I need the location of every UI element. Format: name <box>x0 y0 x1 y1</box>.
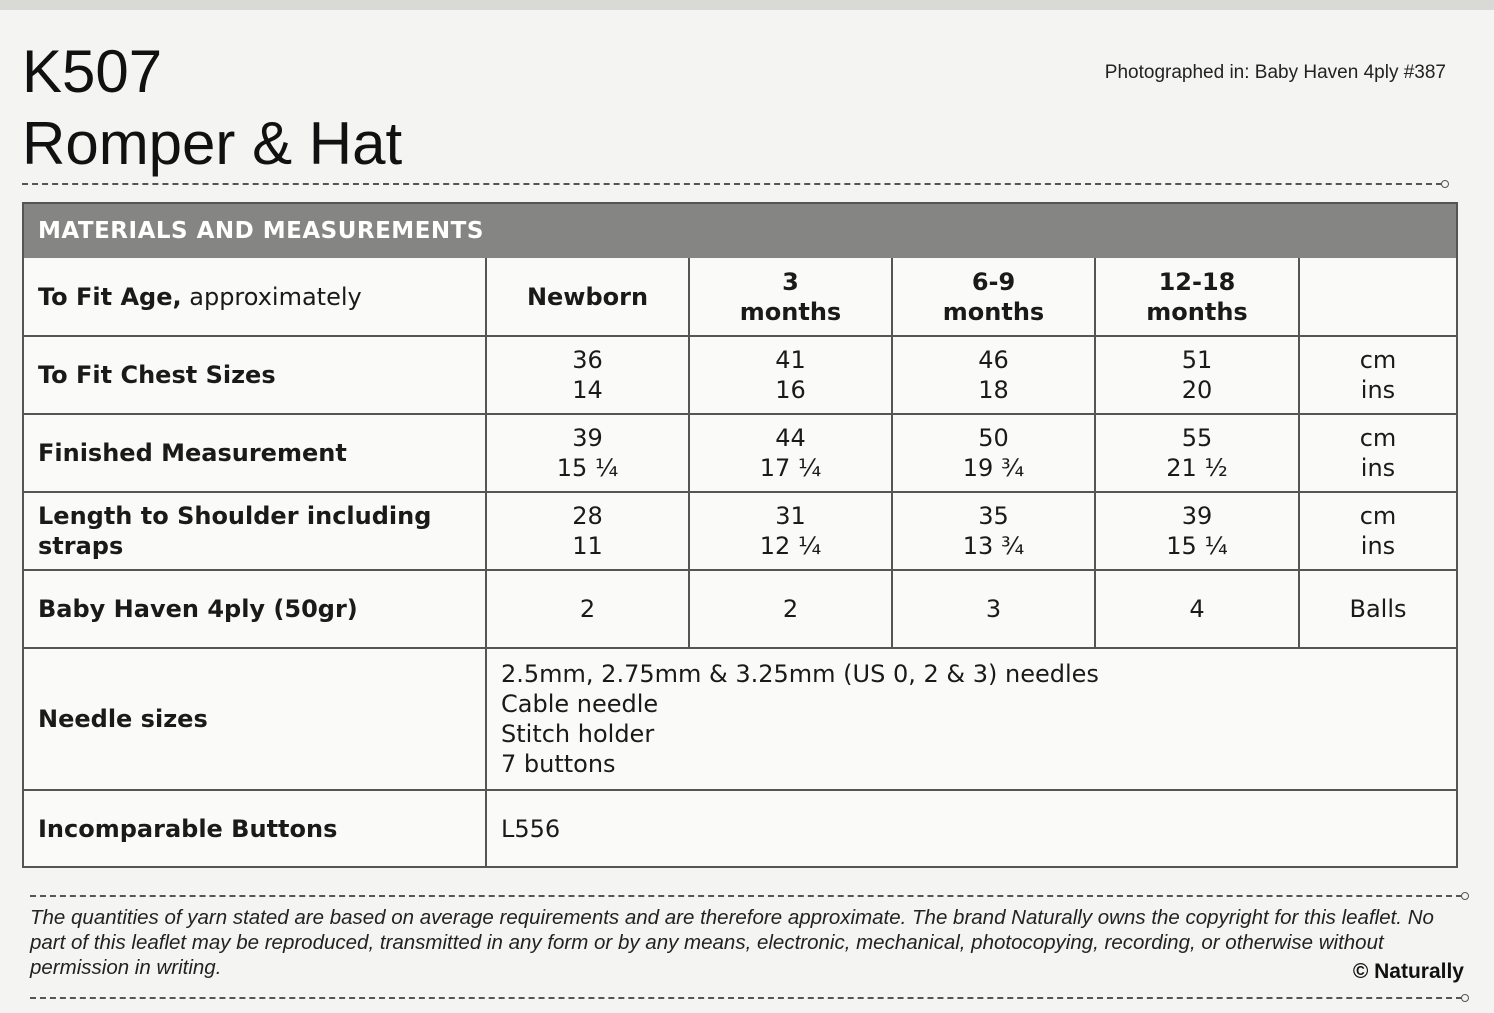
unit-cell <box>1299 336 1456 414</box>
value-cell <box>1095 492 1299 570</box>
row-label-buttons: Incomparable Buttons <box>24 790 486 866</box>
value-cm: 51 <box>1181 346 1213 374</box>
value-cm: 41 <box>775 346 806 374</box>
row-label-finished: Finished Measurement <box>24 414 486 492</box>
row-label-age <box>24 258 486 336</box>
size-line-2: months <box>1146 297 1248 326</box>
value-cell: 3 <box>892 570 1095 648</box>
divider-bottom <box>30 997 1462 999</box>
needles-line: Cable needle <box>501 690 659 718</box>
value-cm: 39 <box>1181 502 1213 530</box>
value-ins: 11 <box>572 532 603 560</box>
size-line-1: Newborn <box>526 282 649 311</box>
value-ins: 14 <box>572 376 603 404</box>
row-age <box>24 258 1456 336</box>
row-needles <box>24 648 1456 790</box>
unit-cell <box>1299 414 1456 492</box>
value-ins: 15 ¼ <box>1166 532 1228 560</box>
size-header <box>486 258 689 336</box>
photographed-in-note: Photographed in: Baby Haven 4ply #387 <box>1104 62 1446 83</box>
value-cell: 4 <box>1095 570 1299 648</box>
value-ins: 17 ¼ <box>759 454 822 482</box>
value-cell <box>486 492 689 570</box>
divider-end-dot <box>1461 892 1469 900</box>
materials-table <box>22 202 1458 868</box>
value-cell <box>892 414 1095 492</box>
unit-cm: cm <box>1359 502 1397 530</box>
value-cm: 35 <box>978 502 1009 530</box>
value-cell <box>486 336 689 414</box>
value-cell: 2 <box>689 570 892 648</box>
value-cm: 39 <box>572 424 603 452</box>
value-cell <box>486 414 689 492</box>
value-ins: 18 <box>978 376 1009 404</box>
unit-cell <box>1299 258 1456 336</box>
size-line-1: 12-18 <box>1158 267 1236 296</box>
value-cell <box>689 492 892 570</box>
needles-line: 7 buttons <box>501 750 616 778</box>
divider-top <box>22 183 1442 185</box>
value-ins: 20 <box>1181 376 1213 404</box>
unit-cell: Balls <box>1299 570 1456 648</box>
value-cm: 46 <box>978 346 1009 374</box>
value-cm: 28 <box>572 502 603 530</box>
section-heading: MATERIALS AND MEASUREMENTS <box>24 204 1456 258</box>
row-buttons <box>24 790 1456 866</box>
size-line-2: months <box>942 297 1045 326</box>
divider-end-dot <box>1461 994 1469 1002</box>
value-cell <box>1095 414 1299 492</box>
size-header <box>892 258 1095 336</box>
row-finished <box>24 414 1456 492</box>
needles-list <box>486 648 1456 790</box>
size-header <box>689 258 892 336</box>
value-cm: 31 <box>775 502 806 530</box>
disclaimer-text: The quantities of yarn stated are based on average requirements and are therefore approximate. The brand Naturally owns the copyright for this leaflet. No part of this leaflet may be reproduced, transmitted in any form or by any means, electronic, mechanical, photocopying, recording, or otherwise without permission in writing. <box>30 906 1434 979</box>
measurements-grid <box>24 258 1456 866</box>
unit-cell <box>1299 492 1456 570</box>
value-ins: 19 ¾ <box>962 454 1025 482</box>
size-header <box>1095 258 1299 336</box>
label-age-bold: To Fit Age, <box>38 282 182 311</box>
unit-cm: cm <box>1359 346 1397 374</box>
label-age-normal: approximately <box>181 282 362 311</box>
value-cm: 55 <box>1181 424 1213 452</box>
buttons-value: L556 <box>486 790 1456 866</box>
pattern-title: Romper & Hat <box>22 110 403 177</box>
divider-middle <box>30 895 1462 897</box>
value-cell <box>689 336 892 414</box>
value-ins: 15 ¼ <box>556 454 619 482</box>
row-label-yarn: Baby Haven 4ply (50gr) <box>24 570 486 648</box>
value-cm: 44 <box>775 424 806 452</box>
value-cell: 2 <box>486 570 689 648</box>
row-length <box>24 492 1456 570</box>
value-cell <box>892 336 1095 414</box>
size-line-1: 3 <box>782 267 799 296</box>
top-band <box>0 0 1494 10</box>
value-cm: 36 <box>572 346 603 374</box>
value-ins: 21 ½ <box>1166 454 1228 482</box>
row-label-needles: Needle sizes <box>24 648 486 790</box>
needles-line: 2.5mm, 2.75mm & 3.25mm (US 0, 2 & 3) needles <box>501 660 1099 688</box>
value-cell <box>1095 336 1299 414</box>
needles-line: Stitch holder <box>501 720 655 748</box>
unit-cm: cm <box>1359 424 1397 452</box>
unit-ins: ins <box>1360 376 1396 404</box>
value-cell <box>689 414 892 492</box>
row-yarn <box>24 570 1456 648</box>
size-line-1: 6-9 <box>971 267 1016 296</box>
row-label-chest: To Fit Chest Sizes <box>24 336 486 414</box>
unit-ins: ins <box>1360 454 1396 482</box>
pattern-code: K507 <box>22 38 163 105</box>
value-ins: 13 ¾ <box>962 532 1025 560</box>
value-ins: 12 ¼ <box>759 532 822 560</box>
divider-end-dot <box>1441 180 1449 188</box>
value-ins: 16 <box>775 376 806 404</box>
copyright-notice: © Naturally <box>1352 960 1464 983</box>
row-label-length: Length to Shoulder including straps <box>24 492 486 570</box>
value-cm: 50 <box>978 424 1009 452</box>
unit-ins: ins <box>1360 532 1396 560</box>
row-chest <box>24 336 1456 414</box>
size-line-2: months <box>739 297 842 326</box>
value-cell <box>892 492 1095 570</box>
